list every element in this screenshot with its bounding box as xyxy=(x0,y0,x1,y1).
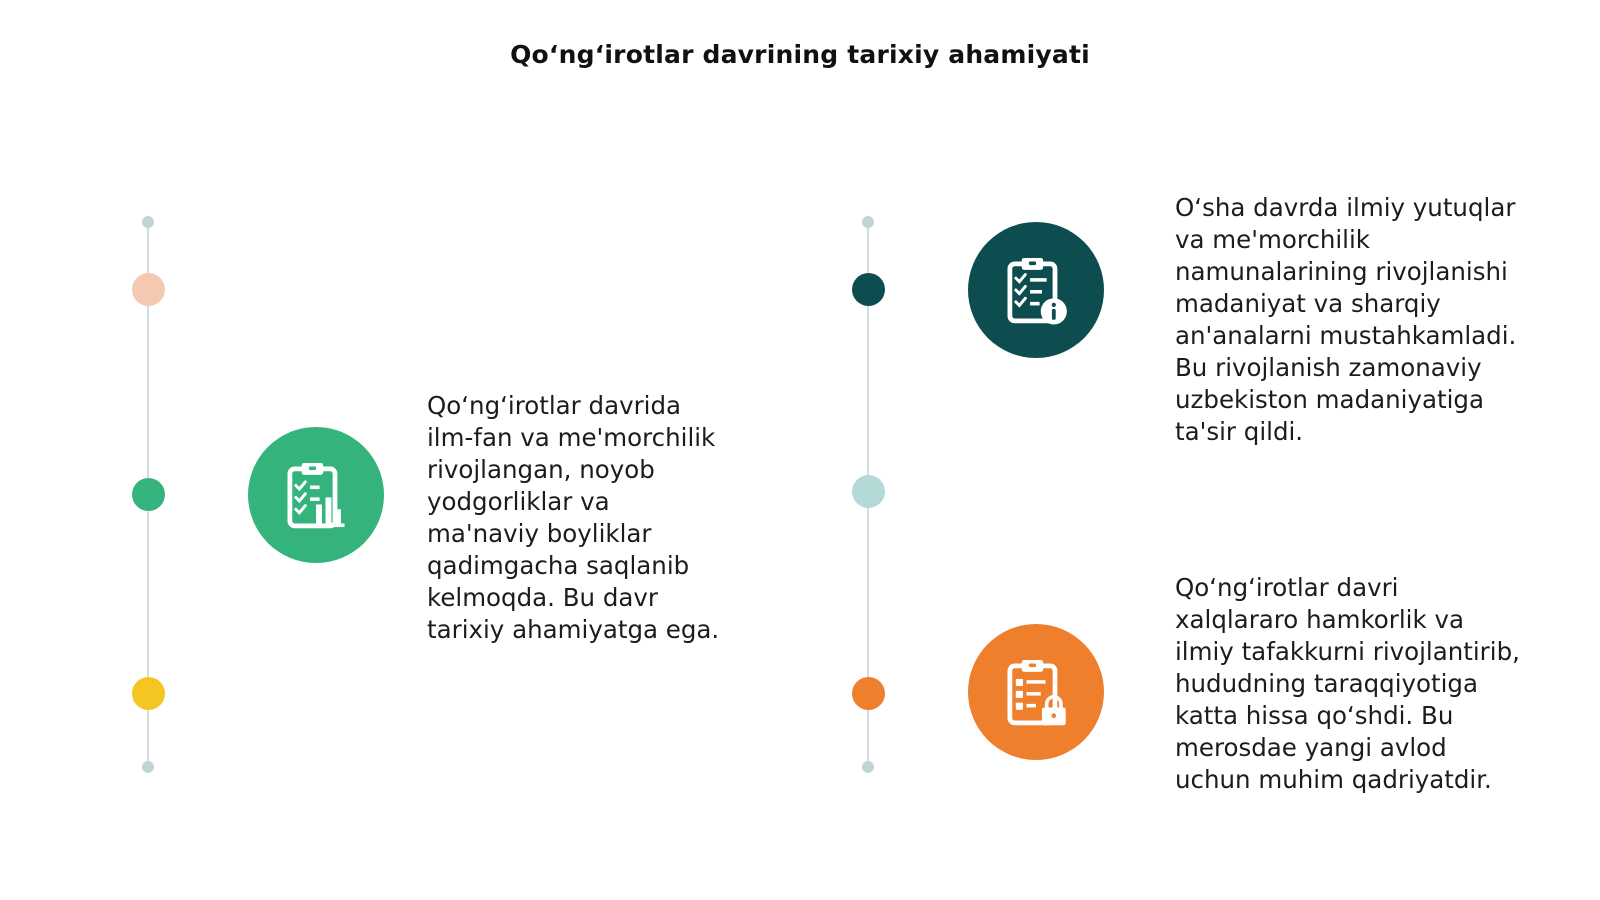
right-marker-orange xyxy=(852,677,885,710)
left-marker-peach xyxy=(132,273,165,306)
right-marker-dark-teal xyxy=(852,273,885,306)
clipboard-lock-glyph xyxy=(998,654,1074,730)
left-marker-green xyxy=(132,478,165,511)
clipboard-chart-glyph xyxy=(278,457,354,533)
clipboard-chart-icon xyxy=(248,427,384,563)
left-timeline-end-dot xyxy=(142,761,154,773)
page-title: Qo‘ng‘irotlar davrining tarixiy ahamiyati xyxy=(510,40,1090,69)
right-marker-light-teal xyxy=(852,475,885,508)
right-timeline-start-dot xyxy=(862,216,874,228)
right-top-description: O‘sha davrda ilmiy yutuqlar va me'morchilik namunalarining rivojlanishi madaniyat va sharqiy an'analarni mustahkamladi. Bu rivojlanish zamonaviy uzbekiston madaniyatiga ta'sir qildi. xyxy=(1175,193,1517,446)
left-timeline-start-dot xyxy=(142,216,154,228)
right-timeline-end-dot xyxy=(862,761,874,773)
clipboard-lock-icon xyxy=(968,624,1104,760)
clipboard-info-icon xyxy=(968,222,1104,358)
left-marker-yellow xyxy=(132,677,165,710)
right-bottom-description: Qo‘ng‘irotlar davri xalqlararo hamkorlik va ilmiy tafakkurni rivojlantirib, hududning taraqqiyotiga katta hissa qo‘shdi. Bu merosdae yangi avlod uchun muhim qadriyatdir. xyxy=(1175,573,1520,794)
clipboard-info-glyph xyxy=(998,252,1074,328)
left-description: Qo‘ng‘irotlar davrida ilm-fan va me'morchilik rivojlangan, noyob yodgorliklar va ma'naviy boyliklar qadimgacha saqlanib kelmoqda. Bu davr tarixiy ahamiyatga ega. xyxy=(427,391,720,644)
